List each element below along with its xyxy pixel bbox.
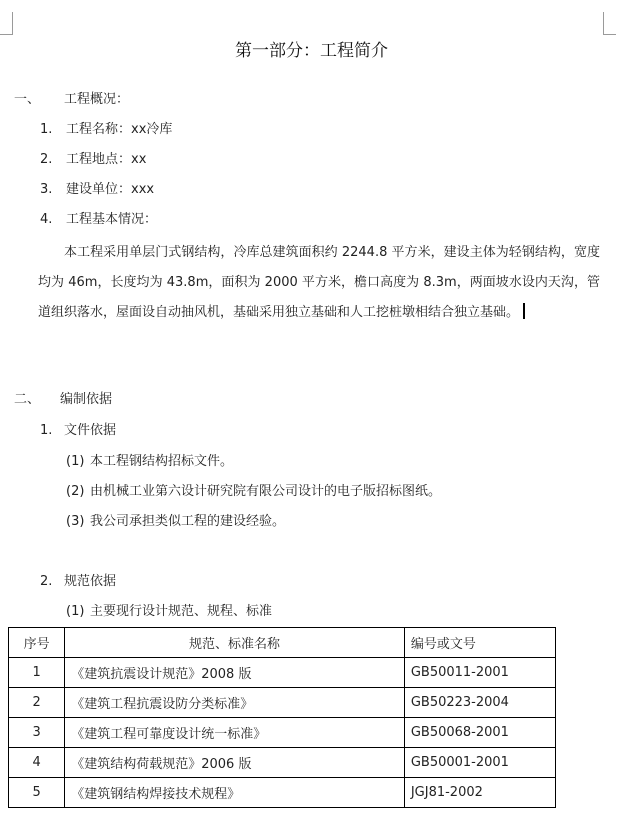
- margin-corner-mark-right: [603, 12, 616, 35]
- subsection-standards-basis: 2. 规范依据: [40, 574, 117, 589]
- standards-table: [8, 627, 556, 808]
- table-row: 2 《建筑工程抗震设防分类标准》 GB50223-2004: [9, 688, 556, 718]
- table-row: 5 《建筑钢结构焊接技术规程》 JGJ81-2002: [9, 778, 556, 808]
- margin-corner-mark-left: [0, 12, 13, 35]
- header-no: 序号: [9, 628, 65, 658]
- section-2-title: 编制依据: [60, 392, 113, 407]
- section-2-marker: 二、: [14, 392, 41, 407]
- table-header-row: [9, 628, 556, 658]
- list-item: (3) 我公司承担类似工程的建设经验。: [66, 514, 286, 529]
- list-item: 2. 工程地点：xx: [40, 152, 147, 167]
- header-code: 编号或文号: [404, 628, 555, 658]
- text-cursor: [523, 303, 525, 319]
- list-item: (1) 主要现行设计规范、规程、标准: [66, 604, 273, 619]
- list-item: (2) 由机械工业第六设计研究院有限公司设计的电子版招标图纸。: [66, 484, 442, 499]
- list-item: (1) 本工程钢结构招标文件。: [66, 454, 234, 469]
- table-row: 3 《建筑工程可靠度设计统一标准》 GB50068-2001: [9, 718, 556, 748]
- table-row: 4 《建筑结构荷载规范》2006 版 GB50001-2001: [9, 748, 556, 778]
- list-item: 4. 工程基本情况：: [40, 212, 158, 227]
- list-item: 3. 建设单位：xxx: [40, 182, 155, 197]
- section-1-title: 工程概况：: [64, 92, 130, 107]
- document-title: 第一部分：工程简介: [235, 41, 388, 61]
- subsection-file-basis: 1. 文件依据: [40, 423, 117, 438]
- section-1-heading: [14, 88, 129, 107]
- table-row: 1 《建筑抗震设计规范》2008 版 GB50011-2001: [9, 658, 556, 688]
- header-name: 规范、标准名称: [65, 628, 405, 658]
- project-description-paragraph[interactable]: 本工程采用单层门式钢结构，冷库总建筑面积约 2244.8 平方米，建设主体为轻钢结构，宽度均为 46m，长度均为 43.8m，面积为 2000 平方米，檐口高度为 8.3m，两面坡水设内天沟，管道组织落水，屋面设自动抽风机，基础采用独立基础和人工挖桩墩相结合独立基础。: [38, 245, 600, 320]
- section-1-marker: 一、: [14, 92, 41, 107]
- list-item: 1. 工程名称：xx冷库: [40, 122, 173, 137]
- section-2-heading: [14, 388, 112, 407]
